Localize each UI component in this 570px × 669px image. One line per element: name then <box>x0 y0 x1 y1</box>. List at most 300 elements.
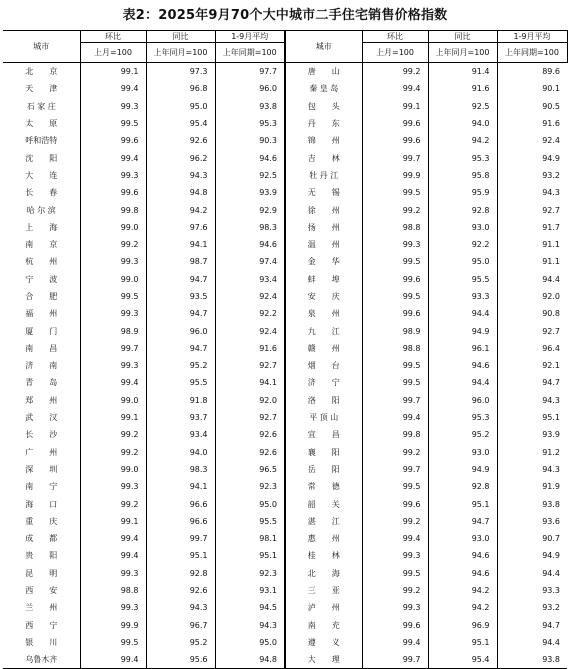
right-yoy-cell: 95.1 <box>428 495 497 512</box>
left-city-cell: 大 连 <box>25 170 58 180</box>
right-ytd-cell: 94.3 <box>497 184 567 201</box>
right-mom-cell: 99.7 <box>362 461 428 478</box>
left-mom-cell: 99.3 <box>80 305 146 322</box>
right-yoy-cell: 95.3 <box>428 409 497 426</box>
left-city-cell: 西 安 <box>25 586 58 596</box>
right-mom-cell: 98.9 <box>362 322 428 339</box>
left-yoy-cell: 96.0 <box>146 322 215 339</box>
right-ytd-cell: 94.7 <box>497 617 567 634</box>
left-ytd-cell: 93.4 <box>215 271 285 288</box>
ytd-header-right: 1-9月平均 <box>497 31 567 43</box>
right-city-cell: 三 亚 <box>285 582 362 599</box>
table-row <box>3 374 567 391</box>
right-mom-cell: 99.3 <box>362 547 428 564</box>
right-mom-cell: 99.5 <box>362 374 428 391</box>
right-yoy-cell: 93.3 <box>428 288 497 305</box>
left-mom-cell: 98.9 <box>80 322 146 339</box>
right-yoy-cell: 91.6 <box>428 80 497 97</box>
right-ytd-cell: 89.6 <box>497 63 567 81</box>
table-row <box>3 599 567 616</box>
left-city-cell: 福 州 <box>25 309 58 319</box>
table-row <box>3 236 567 253</box>
right-yoy-cell: 94.4 <box>428 374 497 391</box>
left-mom-cell: 99.3 <box>80 478 146 495</box>
left-yoy-cell: 98.3 <box>146 461 215 478</box>
left-ytd-cell: 97.4 <box>215 253 285 270</box>
right-yoy-cell: 94.7 <box>428 513 497 530</box>
left-yoy-cell: 94.3 <box>146 599 215 616</box>
right-yoy-cell: 96.1 <box>428 340 497 357</box>
left-ytd-cell: 92.3 <box>215 478 285 495</box>
left-ytd-cell: 94.8 <box>215 651 285 669</box>
right-city-cell: 安 庆 <box>285 288 362 305</box>
right-city-cell: 锦 州 <box>285 132 362 149</box>
right-city-cell: 扬 州 <box>285 219 362 236</box>
left-city-cell: 银 川 <box>25 637 58 647</box>
left-ytd-cell: 95.1 <box>215 547 285 564</box>
mom-header-right: 环比 <box>362 31 428 43</box>
left-mom-cell: 99.3 <box>80 565 146 582</box>
left-city-cell: 广 州 <box>25 447 58 457</box>
table-row <box>3 461 567 478</box>
left-mom-cell: 99.7 <box>80 340 146 357</box>
right-yoy-cell: 93.0 <box>428 444 497 461</box>
right-city-cell: 济 宁 <box>285 374 362 391</box>
left-mom-cell: 99.6 <box>80 184 146 201</box>
left-yoy-cell: 98.7 <box>146 253 215 270</box>
left-yoy-cell: 97.3 <box>146 63 215 81</box>
left-yoy-cell: 95.5 <box>146 374 215 391</box>
left-ytd-cell: 92.3 <box>215 565 285 582</box>
left-ytd-cell: 92.4 <box>215 322 285 339</box>
city-header-right: 城市 <box>285 31 362 63</box>
left-mom-cell: 99.4 <box>80 374 146 391</box>
right-yoy-cell: 95.2 <box>428 426 497 443</box>
left-city-cell: 合 肥 <box>25 292 58 301</box>
left-city-cell: 郑 州 <box>25 395 58 405</box>
right-city-cell: 惠 州 <box>285 530 362 547</box>
left-city-cell: 长 春 <box>25 188 58 198</box>
right-ytd-cell: 91.1 <box>497 253 567 270</box>
right-ytd-cell: 91.9 <box>497 478 567 495</box>
right-yoy-cell: 95.8 <box>428 167 497 184</box>
table-row <box>3 513 567 530</box>
right-mom-cell: 99.4 <box>362 409 428 426</box>
right-mom-cell: 99.2 <box>362 63 428 81</box>
left-mom-cell: 99.2 <box>80 426 146 443</box>
left-ytd-cell: 95.3 <box>215 115 285 132</box>
table-row <box>3 98 567 115</box>
left-yoy-cell: 95.2 <box>146 357 215 374</box>
right-city-cell: 湛 江 <box>285 513 362 530</box>
left-yoy-cell: 94.1 <box>146 236 215 253</box>
right-city-cell: 桂 林 <box>285 547 362 564</box>
table-row <box>3 444 567 461</box>
right-ytd-cell: 90.1 <box>497 80 567 97</box>
yoy-base-right: 上年同月=100 <box>428 43 497 63</box>
left-mom-cell: 99.3 <box>80 599 146 616</box>
right-mom-cell: 99.6 <box>362 271 428 288</box>
right-yoy-cell: 92.5 <box>428 98 497 115</box>
right-mom-cell: 99.5 <box>362 565 428 582</box>
right-city-cell: 九 江 <box>285 322 362 339</box>
table-row <box>3 201 567 218</box>
ytd-base-right: 上年同期=100 <box>497 43 567 63</box>
left-yoy-cell: 94.2 <box>146 201 215 218</box>
left-ytd-cell: 98.3 <box>215 219 285 236</box>
left-mom-cell: 99.0 <box>80 219 146 236</box>
right-mom-cell: 99.2 <box>362 513 428 530</box>
right-mom-cell: 99.4 <box>362 634 428 651</box>
left-city-cell: 天 津 <box>25 84 58 94</box>
left-ytd-cell: 96.0 <box>215 80 285 97</box>
right-ytd-cell: 94.3 <box>497 392 567 409</box>
table-row <box>3 219 567 236</box>
left-city-cell: 南 宁 <box>25 482 58 492</box>
right-ytd-cell: 90.5 <box>497 98 567 115</box>
right-mom-cell: 99.5 <box>362 184 428 201</box>
left-yoy-cell: 94.3 <box>146 167 215 184</box>
table-row <box>3 651 567 669</box>
left-ytd-cell: 92.7 <box>215 409 285 426</box>
yoy-header-left: 同比 <box>146 31 215 43</box>
left-yoy-cell: 95.6 <box>146 651 215 669</box>
left-ytd-cell: 92.9 <box>215 201 285 218</box>
left-yoy-cell: 94.0 <box>146 444 215 461</box>
left-city-cell: 长 沙 <box>25 430 58 440</box>
right-ytd-cell: 93.8 <box>497 495 567 512</box>
right-city-cell: 泉 州 <box>285 305 362 322</box>
right-city-cell: 北 海 <box>285 565 362 582</box>
left-city-cell: 厦 门 <box>25 326 58 336</box>
left-yoy-cell: 91.8 <box>146 392 215 409</box>
left-yoy-cell: 92.8 <box>146 565 215 582</box>
left-yoy-cell: 95.1 <box>146 547 215 564</box>
left-mom-cell: 99.4 <box>80 80 146 97</box>
table-row <box>3 530 567 547</box>
right-mom-cell: 99.2 <box>362 582 428 599</box>
left-ytd-cell: 92.6 <box>215 426 285 443</box>
left-yoy-cell: 93.7 <box>146 409 215 426</box>
left-ytd-cell: 93.1 <box>215 582 285 599</box>
right-mom-cell: 99.6 <box>362 115 428 132</box>
right-mom-cell: 99.5 <box>362 253 428 270</box>
table-row <box>3 80 567 97</box>
right-yoy-cell: 95.1 <box>428 634 497 651</box>
right-mom-cell: 99.7 <box>362 651 428 669</box>
table-row <box>3 288 567 305</box>
left-mom-cell: 99.4 <box>80 530 146 547</box>
table-row <box>3 115 567 132</box>
right-ytd-cell: 92.7 <box>497 322 567 339</box>
right-yoy-cell: 94.0 <box>428 115 497 132</box>
left-mom-cell: 99.3 <box>80 253 146 270</box>
right-ytd-cell: 93.3 <box>497 582 567 599</box>
right-ytd-cell: 94.4 <box>497 565 567 582</box>
left-yoy-cell: 95.0 <box>146 98 215 115</box>
table-row <box>3 149 567 166</box>
left-yoy-cell: 96.6 <box>146 495 215 512</box>
left-city-cell: 哈 尔 滨 <box>26 205 56 215</box>
right-mom-cell: 98.8 <box>362 340 428 357</box>
left-yoy-cell: 96.7 <box>146 617 215 634</box>
right-ytd-cell: 91.2 <box>497 444 567 461</box>
right-ytd-cell: 94.4 <box>497 634 567 651</box>
left-city-cell: 深 圳 <box>25 464 58 474</box>
right-yoy-cell: 95.5 <box>428 271 497 288</box>
right-city-cell: 唐 山 <box>285 63 362 81</box>
right-mom-cell: 99.2 <box>362 444 428 461</box>
right-city-cell: 襄 阳 <box>285 444 362 461</box>
left-mom-cell: 99.5 <box>80 288 146 305</box>
right-mom-cell: 99.3 <box>362 236 428 253</box>
right-ytd-cell: 93.6 <box>497 513 567 530</box>
right-mom-cell: 99.7 <box>362 149 428 166</box>
left-city-cell: 昆 明 <box>25 568 58 578</box>
right-city-cell: 徐 州 <box>285 201 362 218</box>
left-city-cell: 重 庆 <box>25 516 58 526</box>
left-ytd-cell: 95.0 <box>215 495 285 512</box>
right-mom-cell: 99.9 <box>362 167 428 184</box>
right-city-cell: 常 德 <box>285 478 362 495</box>
left-yoy-cell: 95.4 <box>146 115 215 132</box>
left-mom-cell: 99.6 <box>80 132 146 149</box>
left-mom-cell: 99.0 <box>80 271 146 288</box>
left-yoy-cell: 92.6 <box>146 132 215 149</box>
right-city-cell: 牡 丹 江 <box>285 167 362 184</box>
right-yoy-cell: 96.9 <box>428 617 497 634</box>
left-mom-cell: 99.1 <box>80 513 146 530</box>
yoy-base-left: 上年同月=100 <box>146 43 215 63</box>
right-mom-cell: 99.1 <box>362 98 428 115</box>
left-yoy-cell: 93.5 <box>146 288 215 305</box>
right-city-cell: 丹 东 <box>285 115 362 132</box>
left-city-cell: 上 海 <box>25 222 58 232</box>
left-ytd-cell: 98.1 <box>215 530 285 547</box>
left-ytd-cell: 92.7 <box>215 357 285 374</box>
left-ytd-cell: 90.3 <box>215 132 285 149</box>
right-ytd-cell: 92.7 <box>497 201 567 218</box>
left-ytd-cell: 94.6 <box>215 149 285 166</box>
left-mom-cell: 99.2 <box>80 444 146 461</box>
left-mom-cell: 98.8 <box>80 582 146 599</box>
left-city-cell: 石 家 庄 <box>26 101 56 111</box>
left-mom-cell: 99.4 <box>80 149 146 166</box>
left-city-cell: 海 口 <box>25 499 58 509</box>
right-city-cell: 泸 州 <box>285 599 362 616</box>
left-city-cell: 成 都 <box>25 534 58 544</box>
left-yoy-cell: 95.2 <box>146 634 215 651</box>
city-header-left: 城市 <box>3 31 80 63</box>
left-yoy-cell: 94.7 <box>146 271 215 288</box>
right-yoy-cell: 94.2 <box>428 582 497 599</box>
right-mom-cell: 99.4 <box>362 80 428 97</box>
right-mom-cell: 99.4 <box>362 530 428 547</box>
left-ytd-cell: 92.6 <box>215 444 285 461</box>
left-mom-cell: 99.1 <box>80 63 146 81</box>
right-yoy-cell: 94.2 <box>428 599 497 616</box>
left-city-cell: 乌鲁木齐 <box>25 655 58 665</box>
left-mom-cell: 99.1 <box>80 409 146 426</box>
left-city-cell: 沈 阳 <box>25 153 58 163</box>
right-mom-cell: 99.6 <box>362 495 428 512</box>
right-ytd-cell: 93.8 <box>497 651 567 669</box>
right-ytd-cell: 92.1 <box>497 357 567 374</box>
right-ytd-cell: 92.0 <box>497 288 567 305</box>
right-ytd-cell: 90.8 <box>497 305 567 322</box>
right-yoy-cell: 93.0 <box>428 530 497 547</box>
right-city-cell: 赣 州 <box>285 340 362 357</box>
right-city-cell: 吉 林 <box>285 149 362 166</box>
right-yoy-cell: 94.9 <box>428 322 497 339</box>
right-ytd-cell: 90.7 <box>497 530 567 547</box>
right-city-cell: 金 华 <box>285 253 362 270</box>
right-mom-cell: 99.8 <box>362 426 428 443</box>
left-yoy-cell: 94.7 <box>146 340 215 357</box>
right-yoy-cell: 94.9 <box>428 461 497 478</box>
left-ytd-cell: 93.9 <box>215 184 285 201</box>
left-mom-cell: 99.3 <box>80 98 146 115</box>
right-mom-cell: 99.6 <box>362 617 428 634</box>
right-ytd-cell: 94.4 <box>497 271 567 288</box>
left-ytd-cell: 92.4 <box>215 288 285 305</box>
right-ytd-cell: 93.9 <box>497 426 567 443</box>
left-yoy-cell: 94.8 <box>146 184 215 201</box>
table-row <box>3 617 567 634</box>
right-city-cell: 平 顶 山 <box>285 409 362 426</box>
right-ytd-cell: 93.2 <box>497 167 567 184</box>
right-city-cell: 蚌 埠 <box>285 271 362 288</box>
table-row <box>3 392 567 409</box>
right-yoy-cell: 92.8 <box>428 478 497 495</box>
right-yoy-cell: 93.0 <box>428 219 497 236</box>
left-mom-cell: 99.2 <box>80 495 146 512</box>
left-yoy-cell: 93.4 <box>146 426 215 443</box>
right-city-cell: 南 充 <box>285 617 362 634</box>
table-row <box>3 322 567 339</box>
right-yoy-cell: 94.4 <box>428 305 497 322</box>
table-row <box>3 547 567 564</box>
table-row <box>3 565 567 582</box>
right-city-cell: 秦 皇 岛 <box>285 80 362 97</box>
table-row <box>3 271 567 288</box>
left-mom-cell: 99.5 <box>80 634 146 651</box>
right-yoy-cell: 92.8 <box>428 201 497 218</box>
right-mom-cell: 99.5 <box>362 288 428 305</box>
right-ytd-cell: 94.7 <box>497 374 567 391</box>
right-yoy-cell: 91.4 <box>428 63 497 81</box>
left-mom-cell: 99.5 <box>80 115 146 132</box>
ytd-base-left: 上年同期=100 <box>215 43 285 63</box>
left-mom-cell: 99.4 <box>80 547 146 564</box>
right-mom-cell: 99.5 <box>362 478 428 495</box>
right-mom-cell: 98.8 <box>362 219 428 236</box>
right-city-cell: 洛 阳 <box>285 392 362 409</box>
table-row <box>3 426 567 443</box>
right-yoy-cell: 95.3 <box>428 149 497 166</box>
left-mom-cell: 99.0 <box>80 461 146 478</box>
right-yoy-cell: 94.6 <box>428 565 497 582</box>
price-index-table <box>3 30 568 669</box>
left-city-cell: 济 南 <box>25 361 58 371</box>
left-yoy-cell: 96.2 <box>146 149 215 166</box>
right-city-cell: 岳 阳 <box>285 461 362 478</box>
left-yoy-cell: 94.1 <box>146 478 215 495</box>
left-mom-cell: 99.0 <box>80 392 146 409</box>
right-ytd-cell: 94.9 <box>497 149 567 166</box>
right-city-cell: 无 锡 <box>285 184 362 201</box>
right-ytd-cell: 96.4 <box>497 340 567 357</box>
right-ytd-cell: 91.7 <box>497 219 567 236</box>
table-row <box>3 63 567 81</box>
left-city-cell: 青 岛 <box>25 378 58 388</box>
right-yoy-cell: 95.4 <box>428 651 497 669</box>
left-ytd-cell: 96.5 <box>215 461 285 478</box>
left-city-cell: 西 宁 <box>25 620 58 630</box>
table-row <box>3 634 567 651</box>
right-ytd-cell: 94.3 <box>497 461 567 478</box>
right-city-cell: 烟 台 <box>285 357 362 374</box>
right-city-cell: 韶 关 <box>285 495 362 512</box>
right-city-cell: 包 头 <box>285 98 362 115</box>
right-mom-cell: 99.6 <box>362 132 428 149</box>
right-ytd-cell: 94.9 <box>497 547 567 564</box>
table-row <box>3 340 567 357</box>
left-city-cell: 北 京 <box>25 67 58 77</box>
right-ytd-cell: 93.2 <box>497 599 567 616</box>
left-yoy-cell: 96.8 <box>146 80 215 97</box>
right-city-cell: 温 州 <box>285 236 362 253</box>
right-city-cell: 大 理 <box>285 651 362 669</box>
left-city-cell: 杭 州 <box>25 257 58 267</box>
right-yoy-cell: 95.9 <box>428 184 497 201</box>
left-ytd-cell: 93.8 <box>215 98 285 115</box>
left-ytd-cell: 95.5 <box>215 513 285 530</box>
table-row <box>3 495 567 512</box>
table-row <box>3 357 567 374</box>
left-mom-cell: 99.8 <box>80 201 146 218</box>
table-row <box>3 253 567 270</box>
right-yoy-cell: 94.6 <box>428 357 497 374</box>
left-mom-cell: 99.9 <box>80 617 146 634</box>
right-yoy-cell: 96.0 <box>428 392 497 409</box>
right-yoy-cell: 92.2 <box>428 236 497 253</box>
table-row <box>3 132 567 149</box>
left-city-cell: 太 原 <box>25 119 58 129</box>
right-mom-cell: 99.2 <box>362 201 428 218</box>
table-row <box>3 184 567 201</box>
left-ytd-cell: 94.6 <box>215 236 285 253</box>
right-ytd-cell: 95.1 <box>497 409 567 426</box>
left-mom-cell: 99.3 <box>80 167 146 184</box>
left-mom-cell: 99.3 <box>80 357 146 374</box>
left-city-cell: 宁 波 <box>25 274 58 284</box>
left-city-cell: 南 京 <box>25 240 58 250</box>
left-mom-cell: 99.2 <box>80 236 146 253</box>
right-city-cell: 宜 昌 <box>285 426 362 443</box>
left-ytd-cell: 94.3 <box>215 617 285 634</box>
left-ytd-cell: 97.7 <box>215 63 285 81</box>
table-title: 表2：2025年9月70个大中城市二手住宅销售价格指数 <box>122 8 448 23</box>
yoy-header-right: 同比 <box>428 31 497 43</box>
right-yoy-cell: 94.2 <box>428 132 497 149</box>
mom-header-left: 环比 <box>80 31 146 43</box>
mom-base-right: 上月=100 <box>362 43 428 63</box>
left-ytd-cell: 92.0 <box>215 392 285 409</box>
left-city-cell: 武 汉 <box>25 413 58 423</box>
right-city-cell: 遵 义 <box>285 634 362 651</box>
left-ytd-cell: 94.5 <box>215 599 285 616</box>
